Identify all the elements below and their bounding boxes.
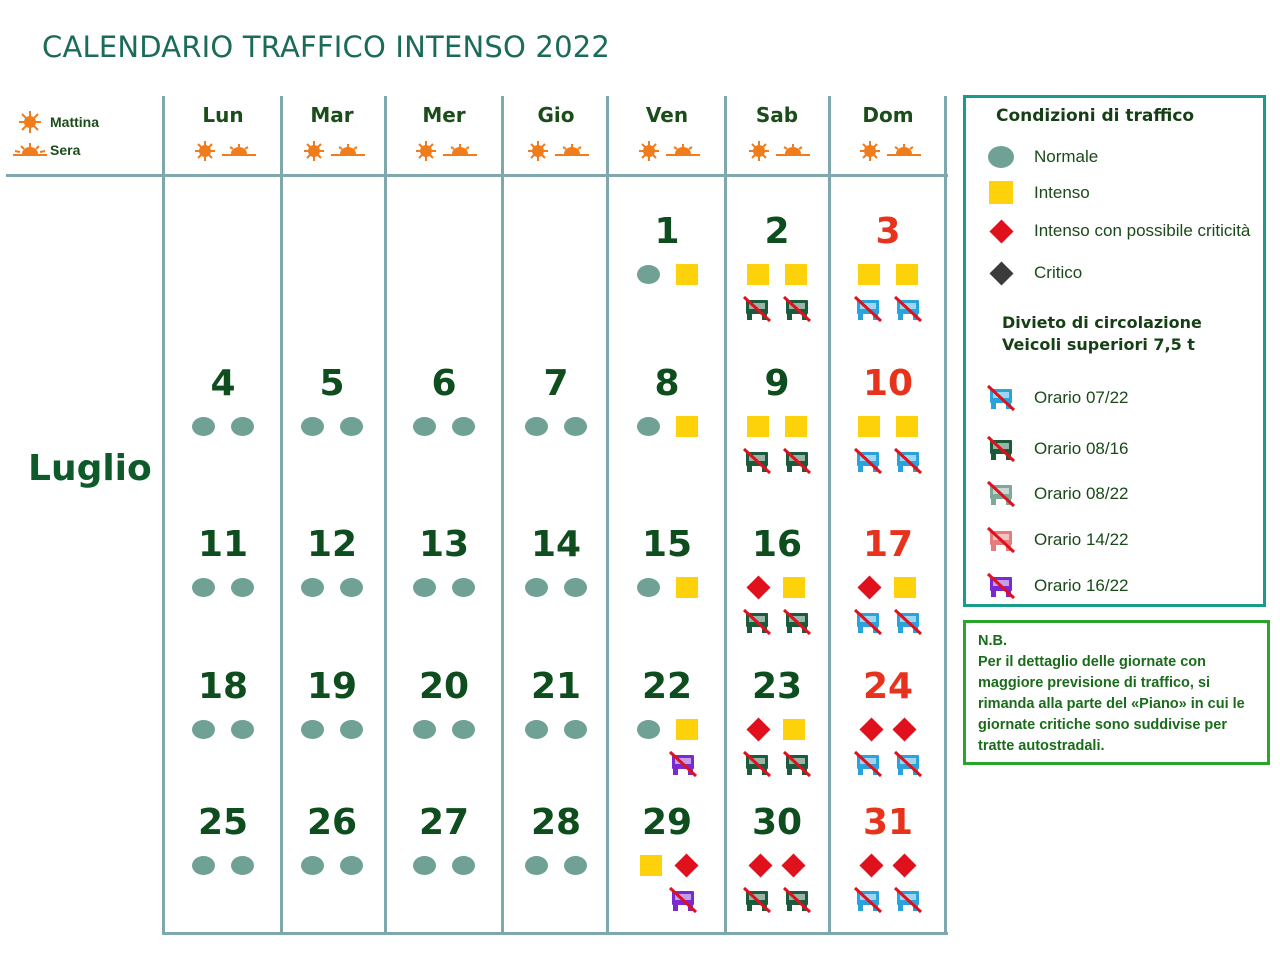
truck-ban-pink-icon (984, 526, 1018, 554)
normale-circle-icon (525, 720, 548, 739)
critical-possible-diamond-icon (892, 717, 916, 741)
day-number: 29 (641, 802, 693, 843)
grid-line (828, 96, 831, 934)
intenso-square-icon (783, 719, 805, 740)
day-cell (394, 525, 494, 599)
traffic-row (525, 575, 587, 599)
legend-panel (963, 95, 1266, 607)
traffic-row (192, 414, 254, 438)
critical-possible-diamond-icon (674, 853, 698, 877)
truck-ban-darkgreen-icon (742, 886, 772, 914)
traffic-row (858, 262, 918, 286)
intenso-square-icon (858, 264, 880, 285)
day-cell (394, 364, 494, 438)
ban-row (853, 885, 923, 915)
normale-circle-icon (340, 720, 363, 739)
critical-possible-diamond-icon (989, 219, 1013, 243)
traffic-row (525, 717, 587, 741)
traffic-row (192, 575, 254, 599)
truck-ban-purple-icon (668, 886, 698, 914)
day-cell (617, 212, 717, 286)
sunset-icon (10, 140, 50, 160)
day-cell (727, 525, 827, 637)
normale-circle-icon (637, 417, 660, 436)
critical-possible-diamond-icon (748, 853, 772, 877)
normale-circle-icon (231, 856, 254, 875)
day-cell (394, 803, 494, 877)
day-number: 8 (654, 363, 680, 404)
ban-row (636, 749, 698, 779)
day-number: 18 (197, 666, 249, 707)
day-time-icons (191, 140, 257, 162)
traffic-row (413, 717, 475, 741)
ban-row (742, 446, 812, 476)
day-cell (838, 667, 938, 779)
intenso-square-icon (676, 719, 698, 740)
traffic-row (301, 853, 363, 877)
truck-ban-blue-icon (893, 886, 923, 914)
day-cell (394, 667, 494, 741)
legend-ban-row (984, 572, 1129, 600)
critical-possible-diamond-icon (781, 853, 805, 877)
day-cell (617, 803, 717, 915)
grid-line (606, 96, 609, 934)
intenso-square-icon (676, 264, 698, 285)
normale-circle-icon (988, 146, 1014, 168)
legend-ban-row (984, 526, 1129, 554)
intenso-square-icon (783, 577, 805, 598)
note-box (963, 620, 1270, 765)
day-header: Mer (422, 103, 466, 127)
normale-circle-icon (452, 578, 475, 597)
legend-label: Orario 08/22 (1034, 484, 1129, 503)
truck-ban-blue-icon (853, 750, 883, 778)
header-divider (6, 174, 948, 177)
intenso-square-icon (858, 416, 880, 437)
normale-circle-icon (637, 720, 660, 739)
day-number: 13 (418, 524, 470, 565)
traffic-row (525, 414, 587, 438)
day-number: 14 (530, 524, 582, 565)
truck-ban-darkgreen-icon (782, 886, 812, 914)
key-morning (10, 108, 150, 136)
day-cell (838, 212, 938, 324)
traffic-row (301, 575, 363, 599)
month-label: Luglio (28, 448, 152, 489)
legend-label: Orario 14/22 (1034, 530, 1129, 549)
normale-circle-icon (340, 578, 363, 597)
traffic-row (747, 414, 807, 438)
traffic-row (637, 717, 698, 741)
normale-circle-icon (231, 578, 254, 597)
truck-ban-darkgreen-icon (782, 750, 812, 778)
legend-label: Critico (1034, 263, 1083, 282)
day-number: 6 (431, 363, 457, 404)
legend-normale (984, 146, 1098, 168)
sunset-icon (775, 143, 811, 162)
day-number: 24 (862, 666, 914, 707)
sunset-icon (330, 143, 366, 162)
critical-possible-diamond-icon (746, 575, 770, 599)
day-number: 22 (641, 666, 693, 707)
intenso-square-icon (785, 416, 807, 437)
intenso-square-icon (747, 264, 769, 285)
normale-circle-icon (192, 720, 215, 739)
sunset-icon (221, 143, 257, 162)
day-cell (838, 364, 938, 476)
traffic-row (747, 262, 807, 286)
traffic-row (752, 853, 802, 877)
day-cell (727, 212, 827, 324)
legend-critical-possible (984, 221, 1250, 241)
day-number: 1 (654, 211, 680, 252)
sunset-icon (442, 143, 478, 162)
normale-circle-icon (413, 417, 436, 436)
truck-ban-darkgreen-icon (984, 435, 1018, 463)
normale-circle-icon (340, 417, 363, 436)
day-cell (282, 364, 382, 438)
day-number: 2 (764, 211, 790, 252)
note-text: Per il dettaglio delle giornate con maggiore previsione di traffico, si rimanda alla parte del «Piano» in cui le giornate critiche sono suddivise per tratte autostradali. (978, 654, 1245, 754)
day-time-icons (745, 140, 811, 162)
normale-circle-icon (301, 578, 324, 597)
critical-possible-diamond-icon (857, 575, 881, 599)
intenso-square-icon (989, 181, 1013, 204)
day-number: 10 (862, 363, 914, 404)
critical-possible-diamond-icon (892, 853, 916, 877)
critical-diamond-icon (989, 261, 1013, 285)
normale-circle-icon (525, 578, 548, 597)
truck-ban-blue-icon (893, 750, 923, 778)
traffic-row (750, 717, 805, 741)
traffic-row (192, 717, 254, 741)
traffic-row (863, 853, 913, 877)
day-header: Dom (862, 103, 914, 127)
ban-title (1002, 312, 1202, 356)
truck-ban-purple-icon (984, 572, 1018, 600)
traffic-row (413, 853, 475, 877)
day-cell (727, 667, 827, 779)
traffic-row (413, 575, 475, 599)
traffic-row (750, 575, 805, 599)
intenso-square-icon (894, 577, 916, 598)
normale-circle-icon (413, 856, 436, 875)
grid-line (944, 96, 947, 934)
key-evening (10, 136, 150, 164)
traffic-row (640, 853, 695, 877)
day-header: Gio (537, 103, 575, 127)
traffic-row (861, 575, 916, 599)
day-number: 26 (306, 802, 358, 843)
day-cell (727, 364, 827, 476)
normale-circle-icon (231, 417, 254, 436)
intenso-square-icon (676, 416, 698, 437)
critical-possible-diamond-icon (859, 717, 883, 741)
truck-ban-grey-icon (984, 480, 1018, 508)
truck-ban-blue-icon (853, 886, 883, 914)
truck-ban-darkgreen-icon (782, 295, 812, 323)
ban-title-line: Veicoli superiori 7,5 t (1002, 335, 1195, 354)
day-time-icons (856, 140, 922, 162)
normale-circle-icon (564, 417, 587, 436)
traffic-row (637, 575, 698, 599)
day-time-icons (524, 140, 590, 162)
truck-ban-blue-icon (893, 295, 923, 323)
day-number: 12 (306, 524, 358, 565)
normale-circle-icon (637, 265, 660, 284)
sunset-icon (554, 143, 590, 162)
legend-intenso (984, 181, 1090, 204)
legend-label: Intenso con possibile criticità (1034, 221, 1251, 240)
grid-line (501, 96, 504, 934)
day-number: 17 (862, 524, 914, 565)
day-cell (506, 667, 606, 741)
note-title: N.B. (978, 633, 1007, 649)
day-cell (282, 667, 382, 741)
day-time-icons (635, 140, 701, 162)
truck-ban-purple-icon (668, 750, 698, 778)
day-number: 3 (875, 211, 901, 252)
day-time-icons (300, 140, 366, 162)
traffic-row (192, 853, 254, 877)
traffic-row (413, 414, 475, 438)
day-number: 27 (418, 802, 470, 843)
legend-label: Intenso (1034, 182, 1090, 202)
day-number: 31 (862, 802, 914, 843)
legend-ban-row (984, 480, 1129, 508)
truck-ban-darkgreen-icon (782, 608, 812, 636)
day-header: Ven (645, 103, 689, 127)
ban-row (742, 749, 812, 779)
sun-icon (635, 140, 663, 162)
intenso-square-icon (747, 416, 769, 437)
normale-circle-icon (301, 720, 324, 739)
normale-circle-icon (413, 720, 436, 739)
normale-circle-icon (452, 417, 475, 436)
day-cell (506, 364, 606, 438)
day-number: 23 (751, 666, 803, 707)
legend-label: Normale (1034, 147, 1099, 166)
legend-ban-row (984, 435, 1129, 463)
intenso-square-icon (896, 264, 918, 285)
grid-line (162, 96, 165, 934)
ban-row (742, 607, 812, 637)
day-header: Lun (202, 103, 244, 127)
truck-ban-darkgreen-icon (782, 447, 812, 475)
day-cell (173, 525, 273, 599)
intenso-square-icon (896, 416, 918, 437)
sun-icon (191, 140, 219, 162)
truck-ban-blue-icon (853, 447, 883, 475)
normale-circle-icon (564, 856, 587, 875)
grid-line (384, 96, 387, 934)
day-number: 16 (751, 524, 803, 565)
sun-icon (745, 140, 773, 162)
day-number: 20 (418, 666, 470, 707)
day-number: 25 (197, 802, 249, 843)
day-header: Mar (310, 103, 354, 127)
day-cell (282, 525, 382, 599)
intenso-square-icon (640, 855, 662, 876)
traffic-row (858, 414, 918, 438)
truck-ban-blue-icon (853, 295, 883, 323)
intenso-square-icon (785, 264, 807, 285)
truck-ban-darkgreen-icon (742, 608, 772, 636)
normale-circle-icon (525, 417, 548, 436)
intenso-square-icon (676, 577, 698, 598)
sunset-icon (886, 143, 922, 162)
truck-ban-darkgreen-icon (742, 750, 772, 778)
ban-row (742, 294, 812, 324)
day-cell (506, 525, 606, 599)
legend-ban-row (984, 384, 1129, 412)
sun-icon (10, 110, 50, 134)
time-key (10, 108, 150, 164)
truck-ban-blue-icon (853, 608, 883, 636)
day-cell (727, 803, 827, 915)
normale-circle-icon (192, 578, 215, 597)
day-cell (173, 364, 273, 438)
ban-row (853, 607, 923, 637)
day-cell (617, 364, 717, 438)
legend-label: Orario 08/16 (1034, 439, 1129, 458)
page-title: CALENDARIO TRAFFICO INTENSO 2022 (42, 30, 611, 64)
day-cell (506, 803, 606, 877)
traffic-row (863, 717, 913, 741)
ban-title-line: Divieto di circolazione (1002, 313, 1202, 332)
truck-ban-blue-icon (893, 447, 923, 475)
truck-ban-blue-icon (893, 608, 923, 636)
normale-circle-icon (231, 720, 254, 739)
normale-circle-icon (564, 578, 587, 597)
key-evening-label: Sera (50, 142, 81, 158)
legend-title: Condizioni di traffico (996, 106, 1195, 126)
normale-circle-icon (192, 856, 215, 875)
ban-row (853, 749, 923, 779)
legend-critico (984, 263, 1082, 283)
day-number: 15 (641, 524, 693, 565)
sunset-icon (665, 143, 701, 162)
traffic-row (301, 414, 363, 438)
day-cell (282, 803, 382, 877)
key-morning-label: Mattina (50, 114, 99, 130)
normale-circle-icon (301, 417, 324, 436)
day-number: 5 (319, 363, 345, 404)
day-number: 21 (530, 666, 582, 707)
day-cell (617, 525, 717, 599)
day-cell (838, 525, 938, 637)
legend-label: Orario 07/22 (1034, 388, 1129, 407)
traffic-row (301, 717, 363, 741)
day-cell (173, 803, 273, 877)
day-time-icons (412, 140, 478, 162)
truck-ban-darkgreen-icon (742, 447, 772, 475)
legend-label: Orario 16/22 (1034, 576, 1129, 595)
day-cell (173, 667, 273, 741)
normale-circle-icon (525, 856, 548, 875)
day-number: 19 (306, 666, 358, 707)
day-number: 28 (530, 802, 582, 843)
normale-circle-icon (340, 856, 363, 875)
traffic-row (525, 853, 587, 877)
traffic-row (637, 414, 698, 438)
day-number: 30 (751, 802, 803, 843)
critical-possible-diamond-icon (746, 717, 770, 741)
truck-ban-darkgreen-icon (742, 295, 772, 323)
day-cell (617, 667, 717, 779)
day-header: Sab (755, 103, 799, 127)
ban-row (853, 446, 923, 476)
normale-circle-icon (192, 417, 215, 436)
normale-circle-icon (301, 856, 324, 875)
sun-icon (412, 140, 440, 162)
day-number: 9 (764, 363, 790, 404)
ban-row (636, 885, 698, 915)
truck-ban-blue-icon (984, 384, 1018, 412)
normale-circle-icon (637, 578, 660, 597)
normale-circle-icon (413, 578, 436, 597)
ban-row (853, 294, 923, 324)
sun-icon (524, 140, 552, 162)
critical-possible-diamond-icon (859, 853, 883, 877)
traffic-row (637, 262, 698, 286)
day-cell (838, 803, 938, 915)
day-number: 7 (543, 363, 569, 404)
sun-icon (300, 140, 328, 162)
normale-circle-icon (564, 720, 587, 739)
day-number: 4 (210, 363, 236, 404)
normale-circle-icon (452, 720, 475, 739)
normale-circle-icon (452, 856, 475, 875)
ban-row (742, 885, 812, 915)
sun-icon (856, 140, 884, 162)
day-number: 11 (197, 524, 249, 565)
